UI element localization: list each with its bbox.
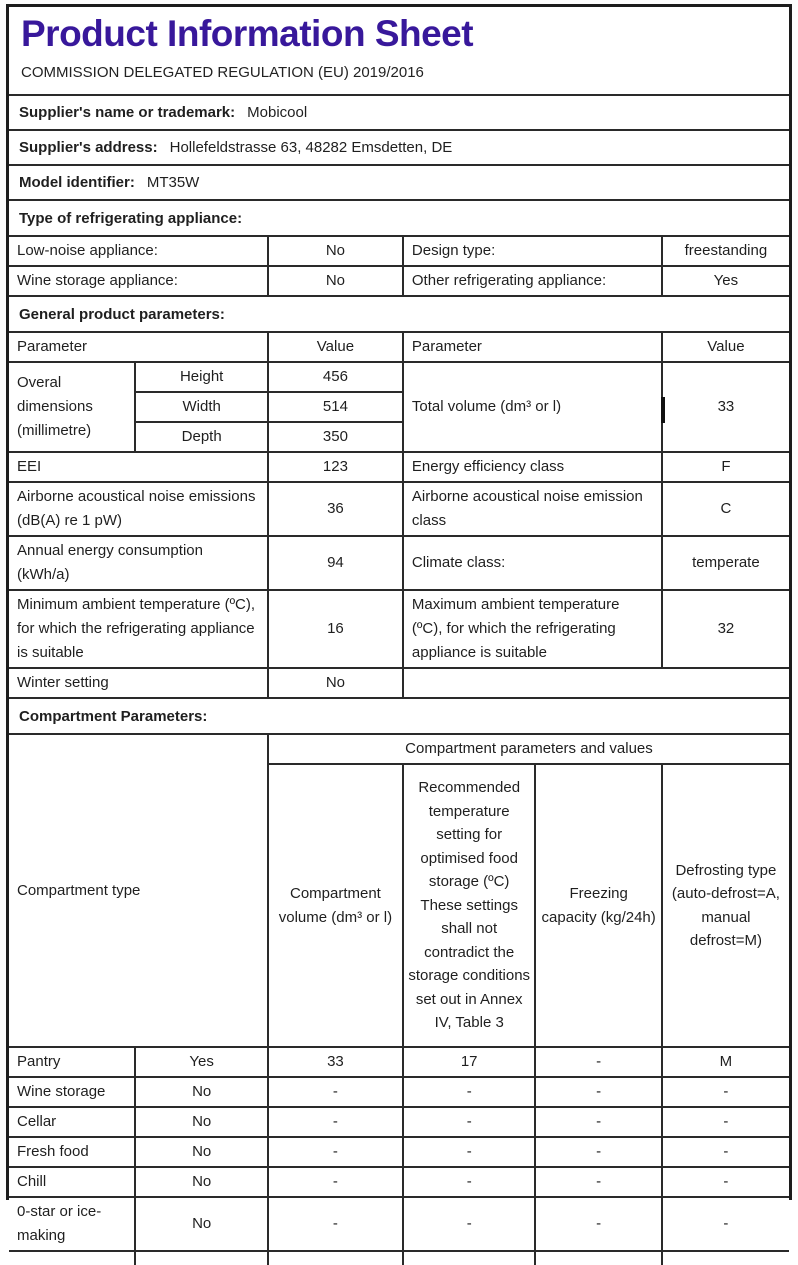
- table-row: [9, 362, 789, 392]
- compartment-type: Cellar: [9, 1107, 135, 1137]
- compartment-present: No: [135, 1197, 268, 1251]
- dimension-value: 514: [268, 392, 403, 422]
- param-label: Winter setting: [9, 668, 268, 697]
- column-header-defrost: Defrosting type (auto-defrost=A, manual defrost=M): [662, 764, 789, 1047]
- compartment-volume: -: [268, 1137, 403, 1167]
- general-table-wrapper: [9, 333, 789, 699]
- param-value: No: [268, 668, 403, 697]
- empty-cell: [135, 1251, 268, 1265]
- compartment-temp: -: [403, 1137, 536, 1167]
- column-header-temperature: Recommended temperature setting for optimised food storage (ºC) These settings shall not contradict the storage conditions set out in Annex IV, Table 3: [403, 764, 536, 1047]
- document-frame: [6, 4, 792, 1244]
- compartment-temp: -: [403, 1077, 536, 1107]
- table-row: [9, 590, 789, 668]
- dimension-name: Height: [135, 362, 268, 392]
- compartment-temp: 17: [403, 1047, 536, 1077]
- param-value: 33: [662, 362, 789, 452]
- dimension-value: 350: [268, 422, 403, 452]
- model-identifier-row: [9, 166, 789, 201]
- supplier-address-value: Hollefeldstrasse 63, 48282 Emsdetten, DE: [169, 139, 453, 156]
- type-table: [9, 237, 789, 295]
- param-label: Low-noise appliance:: [9, 237, 268, 266]
- compartment-type: Pantry: [9, 1047, 135, 1077]
- param-label: Other refrigerating appliance:: [403, 266, 662, 295]
- param-value: 36: [268, 482, 403, 536]
- dimension-name: Width: [135, 392, 268, 422]
- compartment-defrost: M: [662, 1047, 789, 1077]
- table-row: [9, 1197, 789, 1251]
- table-row: [9, 1047, 789, 1077]
- compartment-present: Yes: [135, 1047, 268, 1077]
- compartment-temp: -: [403, 1197, 536, 1251]
- compartment-present: No: [135, 1077, 268, 1107]
- param-value: temperate: [662, 536, 789, 590]
- empty-cell: [268, 1251, 403, 1265]
- compartment-volume: 33: [268, 1047, 403, 1077]
- param-value: 32: [662, 590, 789, 668]
- compartment-temp: -: [403, 1107, 536, 1137]
- param-label: Annual energy consumption (kWh/a): [9, 536, 268, 590]
- compartment-freezing: -: [535, 1197, 661, 1251]
- group-header: Compartment parameters and values: [268, 735, 789, 764]
- empty-cell: [535, 1251, 661, 1265]
- column-header: Parameter: [9, 333, 268, 362]
- param-value: C: [662, 482, 789, 536]
- compartment-freezing: -: [535, 1047, 661, 1077]
- compartment-freezing: -: [535, 1107, 661, 1137]
- compartment-type: 0-star or ice-making: [9, 1197, 135, 1251]
- param-label: Climate class:: [403, 536, 662, 590]
- general-parameters-table: [9, 333, 789, 697]
- param-label: Minimum ambient temperature (ºC), for which the refrigerating appliance is suitable: [9, 590, 268, 668]
- compartment-volume: -: [268, 1197, 403, 1251]
- empty-cell: [9, 1251, 135, 1265]
- param-value: Yes: [662, 266, 789, 295]
- table-row: [9, 1167, 789, 1197]
- regulation-subtitle: COMMISSION DELEGATED REGULATION (EU) 2019/2016: [21, 64, 424, 81]
- dimensions-label: Overal dimensions (millimetre): [9, 362, 135, 452]
- dimension-name: Depth: [135, 422, 268, 452]
- table-row: [9, 536, 789, 590]
- param-value: 16: [268, 590, 403, 668]
- supplier-name-label: Supplier's name or trademark:: [19, 104, 236, 121]
- column-header: Value: [268, 333, 403, 362]
- dimension-value: 456: [268, 362, 403, 392]
- param-label: EEI: [9, 452, 268, 482]
- table-row: [9, 1077, 789, 1107]
- column-header-volume: Compartment volume (dm³ or l): [268, 764, 403, 1047]
- general-section-heading: General product parameters:: [9, 297, 789, 333]
- compartment-section-heading: Compartment Parameters:: [9, 699, 789, 735]
- column-header-compartment-type: Compartment type: [9, 735, 268, 1047]
- compartment-present: No: [135, 1167, 268, 1197]
- param-value: No: [268, 266, 403, 295]
- compartment-type: Fresh food: [9, 1137, 135, 1167]
- compartment-volume: -: [268, 1107, 403, 1137]
- param-label: Maximum ambient temperature (ºC), for which the refrigerating appliance is suitable: [403, 590, 662, 668]
- supplier-name-value: Mobicool: [247, 104, 308, 121]
- empty-cell: [403, 1251, 536, 1265]
- compartment-table-wrapper: [9, 735, 789, 1265]
- compartment-volume: -: [268, 1167, 403, 1197]
- compartment-present: No: [135, 1107, 268, 1137]
- compartment-freezing: -: [535, 1167, 661, 1197]
- param-label: Design type:: [403, 237, 662, 266]
- param-label: Wine storage appliance:: [9, 266, 268, 295]
- compartment-volume: -: [268, 1077, 403, 1107]
- param-value: freestanding: [662, 237, 789, 266]
- table-row: [9, 1137, 789, 1167]
- compartment-type: Wine storage: [9, 1077, 135, 1107]
- page-title: Product Information Sheet: [21, 13, 474, 54]
- document-header: [9, 7, 789, 96]
- param-value: 123: [268, 452, 403, 482]
- param-label: Airborne acoustical noise emissions (dB(A) re 1 pW): [9, 482, 268, 536]
- param-value: 94: [268, 536, 403, 590]
- compartment-temp: -: [403, 1167, 536, 1197]
- param-value: No: [268, 237, 403, 266]
- compartment-type: Chill: [9, 1167, 135, 1197]
- table-header-row: [9, 735, 789, 764]
- compartment-defrost: -: [662, 1137, 789, 1167]
- column-header-freezing: Freezing capacity (kg/24h): [535, 764, 661, 1047]
- param-label: Total volume (dm³ or l): [403, 362, 662, 452]
- table-header-row: [9, 333, 789, 362]
- compartment-present: No: [135, 1137, 268, 1167]
- table-row: [9, 266, 789, 295]
- empty-cell: [662, 1251, 789, 1265]
- supplier-address-row: [9, 131, 789, 166]
- compartment-defrost: -: [662, 1077, 789, 1107]
- cutoff-row: [9, 1251, 789, 1265]
- empty-cell: [403, 668, 789, 697]
- compartment-freezing: -: [535, 1137, 661, 1167]
- type-section-heading: Type of refrigerating appliance:: [9, 201, 789, 237]
- param-label: Airborne acoustical noise emission class: [403, 482, 662, 536]
- supplier-address-label: Supplier's address:: [19, 139, 158, 156]
- column-header: Parameter: [403, 333, 662, 362]
- param-label: Energy efficiency class: [403, 452, 662, 482]
- table-row: [9, 452, 789, 482]
- compartment-defrost: -: [662, 1167, 789, 1197]
- table-row: [9, 237, 789, 266]
- compartment-freezing: -: [535, 1077, 661, 1107]
- table-row: [9, 1107, 789, 1137]
- column-header: Value: [662, 333, 789, 362]
- compartment-defrost: -: [662, 1107, 789, 1137]
- compartment-defrost: -: [662, 1197, 789, 1251]
- supplier-name-row: [9, 96, 789, 131]
- type-table-wrapper: [9, 237, 789, 297]
- table-row: [9, 482, 789, 536]
- model-identifier-label: Model identifier:: [19, 174, 135, 191]
- param-value: F: [662, 452, 789, 482]
- compartment-table: [9, 735, 789, 1265]
- table-row: [9, 668, 789, 697]
- model-identifier-value: MT35W: [146, 174, 200, 191]
